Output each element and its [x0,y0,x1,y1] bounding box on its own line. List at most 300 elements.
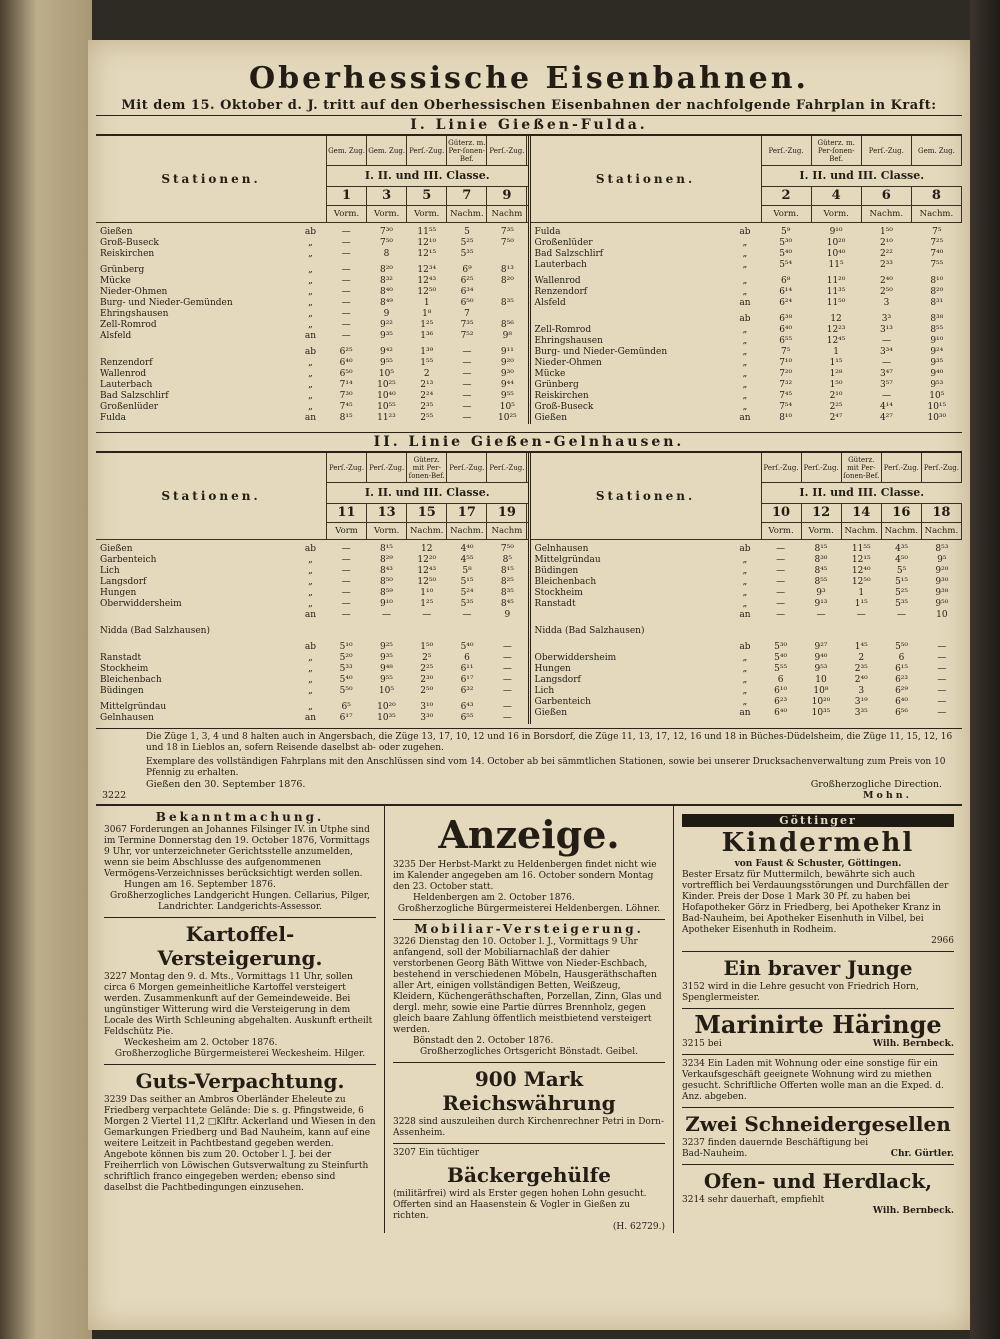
departure-time: 9²⁰ [500,358,514,368]
train-times [327,523,528,539]
station-row [531,369,963,380]
departure-time: — [341,577,351,587]
train-numbers [327,504,528,523]
station-name: Zell-Romrod [100,320,157,330]
departure-time [761,626,801,637]
departure-time: 11²⁰ [826,276,846,286]
departure-time: — [341,544,351,554]
station-name: Stockheim [534,588,583,598]
arr-dep-marker: „ [308,599,313,609]
train-number: 13 [367,504,407,522]
departure-time: 8⁵⁵ [814,577,828,587]
arr-dep-marker: „ [308,391,313,401]
arr-dep-marker: an [739,413,751,423]
train-type: Gem. Zug. [367,136,407,165]
train-time: Nachm. [842,523,882,539]
arr-dep-marker: „ [308,566,313,576]
station-name: Garbenteich [100,555,157,565]
departure-time: — [776,577,786,587]
departure-time: — [776,599,786,609]
train-numbers [762,187,963,206]
departure-time: 7³² [779,380,793,390]
station-row [96,555,528,566]
haeringe-sign: Wilh. Bernbeck. [872,1039,954,1049]
departure-time: 10²⁵ [498,413,517,423]
departure-time: 7⁵⁰ [500,238,514,248]
departure-time: 3³⁴ [879,347,893,357]
departure-time: — [462,610,472,620]
departure-time: 3⁴⁷ [879,369,893,379]
departure-time: 5⁸ [462,566,472,576]
departure-time: 6⁸ [781,276,791,286]
departure-time: 6²⁵ [339,347,353,357]
arr-dep-marker: „ [742,391,748,401]
station-name: Groß-Buseck [534,402,594,412]
departure-time: 8³¹ [930,298,944,308]
departure-time: 6¹⁴ [779,287,793,297]
train-type: Güterz. mit Per-ſonen-Bef. [407,453,447,482]
station-name: Renzendorf [534,287,588,297]
departure-time: 1²⁸ [829,369,843,379]
departure-time: 8²⁰ [500,276,514,286]
departure-time: 3 [883,298,890,308]
train-types [327,136,528,166]
departure-time: 9⁵³ [814,664,828,674]
departure-time: 6⁴³ [460,702,474,712]
station-row [96,265,528,276]
departure-time: 5³⁵ [460,599,474,609]
footnote-name: Mohn. [863,790,912,801]
departure-time: — [881,358,891,368]
departure-time: 8¹⁵ [500,566,514,576]
departure-time: 6⁴⁰ [779,325,793,335]
departure-time: — [341,227,351,237]
departure-time: 9⁵⁵ [379,675,393,685]
train-time: Nachm. [922,523,962,539]
anzeige-date: Heldenbergen am 2. October 1876. [413,893,575,903]
station-name: Mittelgründau [534,555,601,565]
station-row [531,276,963,287]
arr-dep-marker: „ [308,686,313,696]
departure-time: 5³⁰ [779,238,793,248]
departure-time: 4³⁵ [895,544,909,554]
departure-time: 3³⁵ [854,708,868,718]
baecker-heading: Bäckergehülfe [447,1163,611,1187]
line2-heading: II. Linie Gießen-Gelnhausen. [96,432,962,453]
station-name: Stockheim [100,664,149,674]
departure-time: — [462,358,472,368]
departure-time: 8²⁰ [379,265,393,275]
arr-dep-marker: „ [308,298,313,308]
station-name: Ranstadt [100,653,142,663]
departure-time: 8⁴⁰ [379,287,393,297]
departure-time: 10²⁰ [811,697,831,707]
arr-dep-marker: „ [742,325,748,335]
station-name: Gießen [100,227,133,237]
departure-time: — [937,664,947,674]
class-label: I. II. und III. Classe. [762,483,963,504]
station-name: Alsfeld [100,331,132,341]
departure-time: — [462,380,472,390]
station-name: Hungen [100,588,137,598]
ad-column-1 [96,806,385,1233]
departure-time: 6⁵⁵ [460,713,474,723]
departure-time: 7³⁰ [339,391,353,401]
train-type: Gem. Zug. [327,136,367,165]
departure-time: 8⁵⁶ [500,320,514,330]
line2-right [531,453,963,724]
kindermehl-number: 2966 [931,936,954,946]
train-number: 12 [802,504,842,522]
departure-time: 5⁵ [896,566,907,576]
departure-time: — [776,555,786,565]
arr-dep-marker: „ [742,238,748,248]
departure-time: 2 [423,369,430,379]
station-row [96,402,528,413]
train-time: Nachm. [862,206,912,222]
departure-time: 8³⁸ [930,314,944,324]
station-name: Grünberg [534,380,579,390]
station-name [531,610,730,621]
departure-time: 10⁵ [378,686,394,696]
arr-dep-marker: „ [308,675,313,685]
advertisements [96,804,962,1233]
departure-time: 6 [777,675,784,685]
train-time: Nachm. [882,523,922,539]
departure-time: 6⁴⁰ [895,697,909,707]
departure-time: 6¹⁷ [460,675,474,685]
arr-dep-marker: „ [742,402,748,412]
station-row [531,238,963,249]
station-name: Nidda (Bad Salzhausen) [100,626,210,636]
departure-time: 8⁵⁰ [379,577,393,587]
footnote-text-2: Exemplare des vollständigen Fahrplans mit den Anschlüssen sind vom 14. October ab bei sämmtlichen Stationen, sowie bei unserer Drucksachenverwaltung zum Preis von 10 Pfennig zu erhalten. [146,757,946,778]
departure-time: — [776,588,786,598]
departure-time: 10¹⁵ [927,402,947,412]
line1-timetable [96,136,962,424]
train-number: 6 [862,187,912,205]
departure-time: 9³⁰ [935,577,949,587]
train-time: Vorm. [327,206,367,222]
train-number: 10 [762,504,802,522]
departure-time: — [462,369,472,379]
newspaper-page [88,40,970,1330]
departure-time: — [937,697,947,707]
departure-time: 1⁸ [422,309,432,319]
station-row [96,675,528,686]
departure-time: 8¹⁵ [339,413,353,423]
station-row [531,588,963,599]
station-row [531,287,963,298]
bekannt-text: 3067 Forderungen an Johannes Filsinger IV. in Utphe sind im Termine Donnerstag den 19. October 1876, Vormittags 9 Uhr, vor unterzeichneter Gerichtsstelle anzumelden, wenn sie beim Abschlusse des aufgenommenen Vermögens-Verzeichnisses berücksichtigt werden sollen. [104,825,370,879]
arr-dep-marker: an [739,708,751,718]
departure-time: 3¹³ [879,325,893,335]
departure-time: — [776,610,786,620]
baecker-text: (militärfrei) wird als Erster gegen hohen Lohn gesucht. Offerten sind an Haasenstein & Vogler in Gießen zu richten. [393,1189,647,1221]
schneider-heading: Zwei Schneidergesellen [685,1112,951,1136]
station-name: Burg- und Nieder-Gemünden [100,298,233,308]
departure-time: 6¹⁰ [774,686,788,696]
departure-time: 5¹⁵ [895,577,909,587]
departure-time: — [341,599,351,609]
departure-time: — [937,686,947,696]
train-time: Nachm. [407,523,447,539]
departure-time: 5¹⁰ [339,642,353,652]
class-label: I. II. und III. Classe. [327,483,528,504]
station-row [96,577,528,588]
departure-time: 1 [423,298,430,308]
departure-time: 11⁵⁵ [851,544,871,554]
departure-time: 6 [898,653,905,663]
departure-time: 4⁴⁰ [460,544,474,554]
departure-time: 12¹⁰ [417,238,437,248]
line2-right-rows [531,540,963,719]
departure-time: 9³⁵ [379,331,393,341]
departure-time: 1 [833,347,839,357]
departure-time: 12 [830,314,842,324]
station-name: Ehringshausen [534,336,603,346]
mobiliar-text: 3226 Dienstag den 10. October l. J., Vormittags 9 Uhr anfangend, soll der Mobiliarnachlaß der dahier verstorbenen Georg Bäth Wittwe von Nieder-Eschbach, bestehend in verschiedenen Möbeln, Hausgeräthschaften aller Art, einigen vollständigen Betten, Weißzeug, Kleidern, Küchengeräthschaften, Porzellan, Zinn, Glas und dergl. mehr, sowie eine Partie dürres Brennholz, gegen gleich baare Zahlung öffentlich meistbietend versteigert werden. [393,937,662,1035]
station-row [531,325,963,336]
station-row [531,626,963,637]
departure-time: — [502,713,512,723]
departure-time: 3³ [881,314,892,324]
departure-time: 8²⁰ [930,287,944,297]
station-name: Langsdorf [100,577,147,587]
departure-time [487,249,527,260]
departure-time: 3³⁰ [420,713,434,723]
station-name: Gießen [100,544,133,554]
train-number: 2 [762,187,812,205]
departure-time: 5²⁰ [339,653,353,663]
departure-time: 10⁵ [499,402,515,412]
station-row [531,249,963,260]
kindermehl-heading: Kindermehl [721,828,915,858]
departure-time: 9²⁵ [379,642,393,652]
arr-dep-marker: „ [308,287,313,297]
train-numbers [327,187,528,206]
departure-time: 10⁸ [813,686,829,696]
departure-time: 8³⁵ [500,588,514,598]
station-name: Mücke [100,276,131,286]
arr-dep-marker: an [304,331,317,341]
line2-left-rows [96,540,528,724]
departure-time: 2³⁵ [854,664,868,674]
departure-time: 10 [936,610,948,620]
departure-time: 1¹⁵ [854,599,868,609]
arr-dep-marker: „ [742,347,748,357]
departure-time: — [462,402,472,412]
train-number: 1 [327,187,367,205]
departure-time: 7⁴⁵ [779,391,793,401]
departure-time: 10⁴⁰ [377,391,396,401]
laden-text: 3234 Ein Laden mit Wohnung oder eine sonstige für ein Verkaufsgeschäft geeignete Wohnung wird zu miethen gesucht. Schriftliche Offerten wolle man an die Exped. d. Anz. abgeben. [682,1059,944,1102]
departure-time: 2¹⁰ [829,391,843,401]
departure-time: 5⁴⁰ [460,642,474,652]
station-name [531,642,730,653]
train-time: Vorm. [762,206,812,222]
departure-time: 12¹⁵ [417,249,437,259]
departure-time: 2³⁰ [420,675,434,685]
train-type: Perſ.-Zug. [922,453,962,482]
departure-time: 6²⁹ [895,686,909,696]
departure-time: 5⁵⁰ [339,686,353,696]
train-type: Güterz. mit Per-ſonen-Bef. [842,453,882,482]
departure-time: 8⁵³ [935,544,949,554]
departure-time: 8²⁹ [379,555,393,565]
station-row [96,702,528,713]
departure-time: 10³⁵ [811,708,831,718]
departure-time: 6²⁵ [460,276,474,286]
line1-left [96,136,531,424]
departure-time: 1³⁶ [420,331,434,341]
departure-time: — [341,566,351,576]
departure-time: 7¹⁴ [339,380,353,390]
departure-time: 7³⁵ [460,320,474,330]
departure-time: — [341,249,351,259]
station-name: Oberwiddersheim [100,599,182,609]
departure-time: 9⁴⁸ [379,664,393,674]
departure-time: 7⁵² [460,331,474,341]
arr-dep-marker: „ [742,249,748,259]
arr-dep-marker: „ [742,336,748,346]
station-row [96,626,528,637]
class-label: I. II. und III. Classe. [762,166,963,187]
stations-label: Stationen. [595,489,696,503]
arr-dep-marker: „ [742,675,748,685]
departure-time: 8⁴³ [379,566,393,576]
departure-time: 2⁵⁰ [420,686,434,696]
departure-time: 10²⁵ [377,380,396,390]
departure-time: 5³⁵ [895,599,909,609]
line2-left-header [96,453,528,540]
arr-dep-marker: an [304,413,317,423]
arr-dep-marker: „ [742,697,748,707]
departure-time: 8¹⁵ [814,544,828,554]
station-name: Nieder-Ohmen [534,358,602,368]
arr-dep-marker: „ [742,380,748,390]
departure-time: — [341,238,351,248]
station-name: Mittelgründau [100,702,167,712]
arr-dep-marker: an [304,713,317,723]
departure-time: 12⁵⁰ [851,577,871,587]
departure-time: 9³⁵ [930,358,944,368]
station-row [96,331,528,342]
departure-time: 6 [464,653,470,663]
arr-dep-marker: „ [308,402,313,412]
departure-time: 6⁵⁰ [339,369,353,379]
departure-time: — [937,675,947,685]
arr-dep-marker: „ [742,577,748,587]
departure-time: 8³⁰ [814,555,828,565]
departure-time: 10⁴⁰ [826,249,846,259]
departure-time: 2²⁵ [829,402,843,412]
station-name: Bad Salzschlirf [100,391,169,401]
departure-time: 2⁴⁰ [879,276,893,286]
line2-timetable [96,453,962,724]
station-row [531,555,963,566]
train-time: Vorm. [802,523,842,539]
departure-time: 9²² [379,320,393,330]
departure-time: 6³⁸ [779,314,793,324]
departure-time: 9⁵⁰ [935,599,949,609]
train-number: 19 [487,504,527,522]
train-type: Perſ.-Zug. [487,453,527,482]
junge-heading: Ein braver Junge [723,956,913,980]
departure-time: — [341,588,351,598]
arr-dep-marker: „ [308,653,313,663]
departure-time: 1 [858,588,865,598]
station-name: Reiskirchen [534,391,589,401]
arr-dep-marker: an [739,610,751,620]
station-row [96,599,528,610]
station-name: Renzendorf [100,358,153,368]
arr-dep-marker: „ [308,369,313,379]
departure-time: 9¹⁰ [379,599,393,609]
departure-time: 9³⁰ [500,369,514,379]
departure-time [366,626,406,637]
departure-time: 8²⁵ [500,577,514,587]
station-name [96,610,295,621]
departure-time: 9⁴⁴ [500,380,514,390]
ofen-text: 3214 sehr dauerhaft, empfiehlt [682,1195,825,1205]
train-time: Nachm. [447,523,487,539]
train-type: Perſ.-Zug. [762,136,812,165]
arr-dep-marker: ab [304,544,317,554]
train-type: Perſ.-Zug. [367,453,407,482]
station-name: Großenlüder [100,402,159,412]
station-row [531,314,963,325]
departure-time: 2⁵⁰ [879,287,893,297]
station-row [531,413,963,424]
departure-time: 9⁴⁰ [930,369,944,379]
departure-time: 4⁵⁰ [895,555,909,565]
station-row [531,402,963,413]
departure-time: 5⁵⁰ [895,642,909,652]
departure-time: 12⁴⁰ [851,566,871,576]
departure-time: 8¹⁵ [379,544,393,554]
arr-dep-marker: „ [742,566,748,576]
train-time: Vorm. [762,523,802,539]
arr-dep-marker: „ [308,664,313,674]
departure-time: 9²⁴ [930,347,944,357]
train-type: Perſ.-Zug. [487,136,527,165]
station-name [531,314,730,325]
anzeige-heading: Anzeige. [438,812,620,857]
departure-time: 7⁴⁰ [930,249,944,259]
departure-time: — [422,610,432,620]
departure-time: 5³⁵ [460,249,474,259]
departure-time: 10⁵ [929,391,945,401]
station-name: Gelnhausen [534,544,589,554]
departure-time: 11⁵⁵ [417,227,437,237]
departure-time: 10 [815,675,827,685]
mobiliar-heading: Mobiliar-Versteigerung. [414,922,644,936]
departure-time: — [897,610,907,620]
station-row [96,369,528,380]
station-row [531,577,963,588]
departure-time: 5⁴⁰ [779,249,793,259]
arr-dep-marker: „ [308,309,313,319]
station-row [96,380,528,391]
departure-time: — [341,298,351,308]
schneider-text: 3237 finden dauernde Beschäftigung bei [682,1138,869,1148]
departure-time: 7⁴⁵ [339,402,353,412]
station-row [96,276,528,287]
train-type: Perſ.-Zug. [447,453,487,482]
station-name: Wallenrod [534,276,581,286]
departure-time: 5⁴⁰ [774,653,788,663]
